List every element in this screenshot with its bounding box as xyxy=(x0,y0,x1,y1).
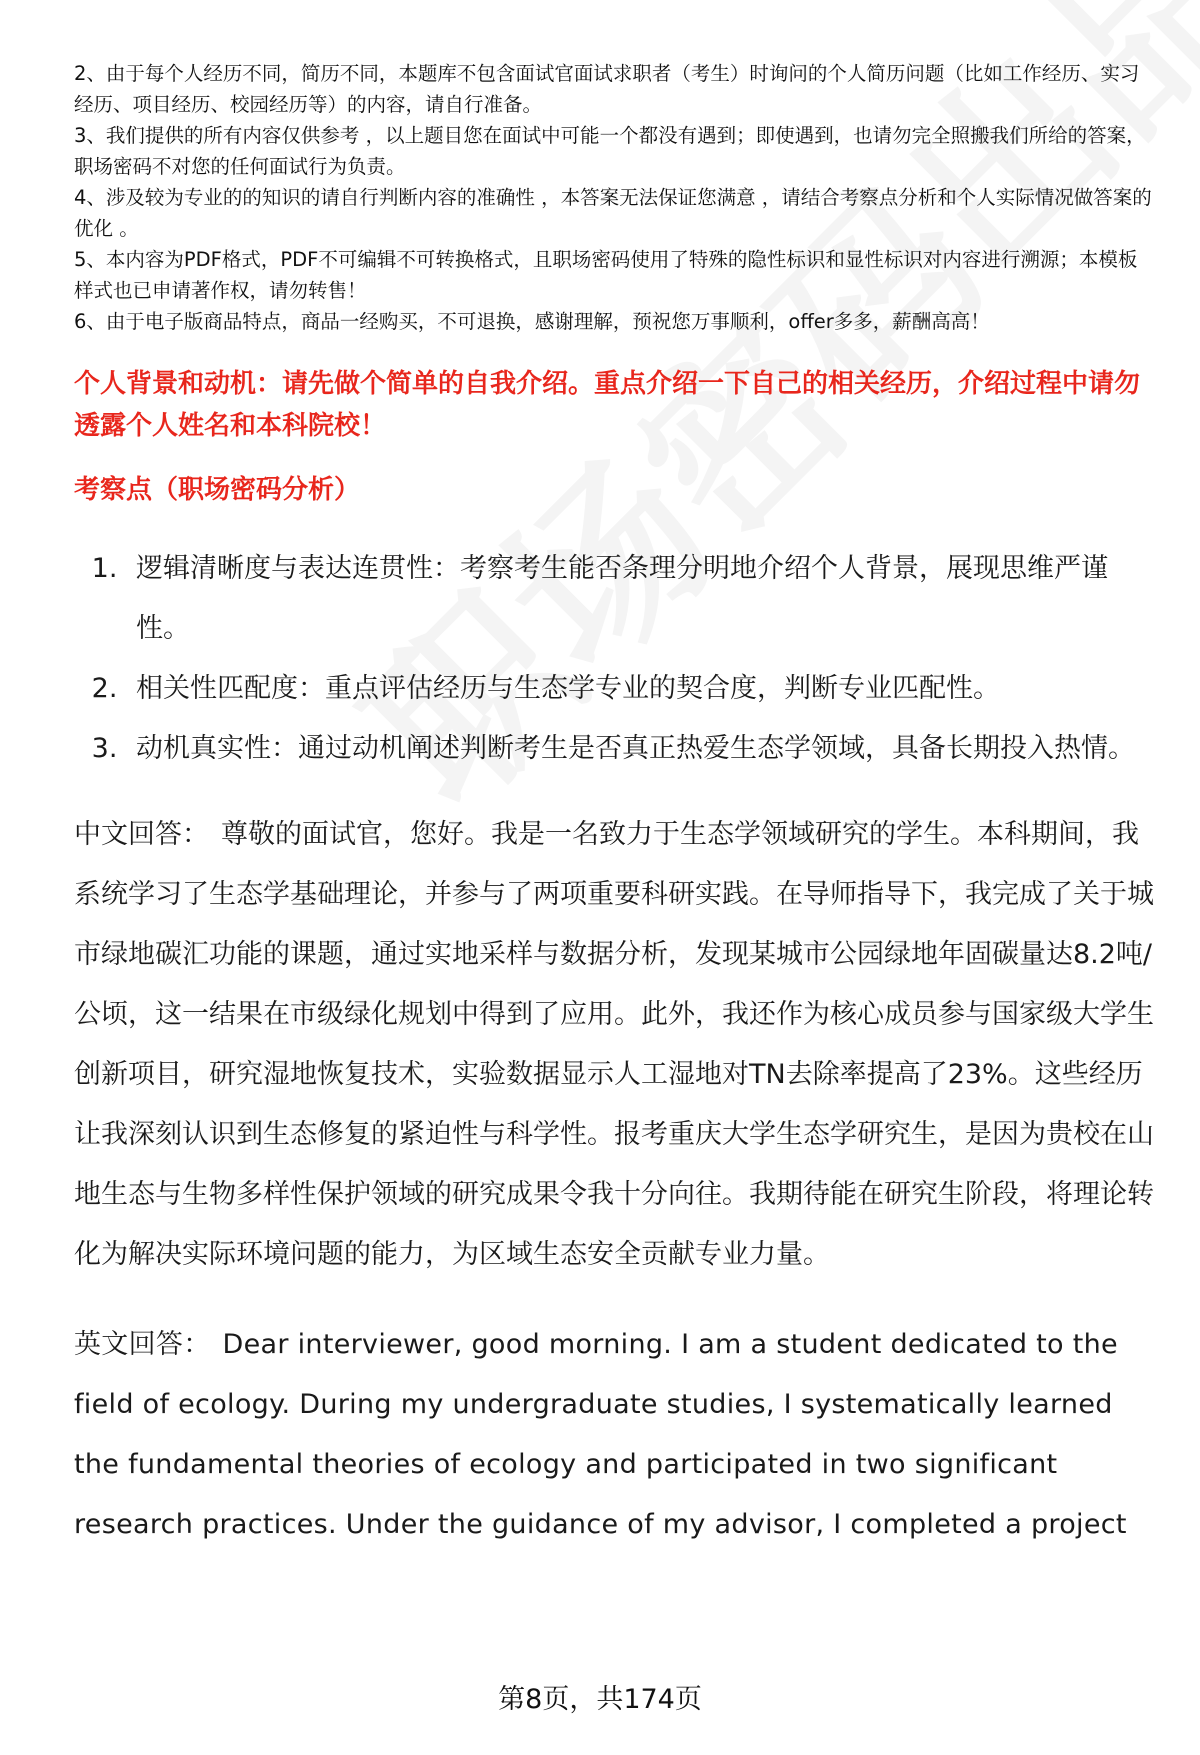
points-heading: 考察点（职场密码分析） xyxy=(74,475,361,505)
chinese-answer-label: 中文回答： xyxy=(74,819,209,850)
question-heading: 个人背景和动机：请先做个简单的自我介绍。重点介绍一下自己的相关经历，介绍过程中请勿透露个人姓名和本科院校！ xyxy=(74,369,1141,441)
english-answer xyxy=(74,1315,1154,1555)
assessment-points-list xyxy=(74,539,1154,779)
page-number-footer: 第8页，共174页 xyxy=(498,1684,702,1715)
assessment-point: 1. 逻辑清晰度与表达连贯性：考察考生能否条理分明地介绍个人背景，展现思维严谨性。 xyxy=(126,539,1154,659)
english-answer-label: 英文回答： xyxy=(74,1329,211,1360)
english-answer-text: Dear interviewer, good morning. I am a student dedicated to the field of ecology. During my undergraduate studies, I systematically learned the fundamental theories of ecology and participated in two significant research practices. Under the guidance of my advisor, I completed a project xyxy=(74,1329,1127,1540)
disclaimer-notes xyxy=(74,58,1154,337)
note-item: 2、由于每个人经历不同，简历不同，本题库不包含面试官面试求职者（考生）时询问的个人简历问题（比如工作经历、实习经历、项目经历、校园经历等）的内容，请自行准备。 xyxy=(74,62,1140,116)
assessment-point: 2. 相关性匹配度：重点评估经历与生态学专业的契合度，判断专业匹配性。 xyxy=(126,659,1154,719)
note-item: 3、我们提供的所有内容仅供参考 ，以上题目您在面试中可能一个都没有遇到；即使遇到，也请勿完全照搬我们所给的答案，职场密码不对您的任何面试行为负责。 xyxy=(74,124,1146,178)
note-item: 4、涉及较为专业的的知识的请自行判断内容的准确性 ，本答案无法保证您满意 ，请结合考察点分析和个人实际情况做答案的优化 。 xyxy=(74,186,1152,240)
chinese-answer-text: 尊敬的面试官，您好。我是一名致力于生态学领域研究的学生。本科期间，我系统学习了生态学基础理论，并参与了两项重要科研实践。在导师指导下，我完成了关于城市绿地碳汇功能的课题，通过实地采样与数据分析，发现某城市公园绿地年固碳量达8.2吨/公顷，这一结果在市级绿化规划中得到了应用。此外，我还作为核心成员参与国家级大学生创新项目，研究湿地恢复技术，实验数据显示人工湿地对TN去除率提高了23%。这些经历让我深刻认识到生态修复的紧迫性与科学性。报考重庆大学生态学研究生，是因为贵校在山地生态与生物多样性保护领域的研究成果令我十分向往。我期待能在研究生阶段，将理论转化为解决实际环境问题的能力，为区域生态安全贡献专业力量。 xyxy=(74,819,1154,1270)
note-item: 6、由于电子版商品特点，商品一经购买，不可退换，感谢理解，预祝您万事顺利，offer多多，薪酬高高！ xyxy=(74,310,990,333)
chinese-answer xyxy=(74,805,1154,1285)
document-page xyxy=(74,58,1154,1555)
assessment-point: 3. 动机真实性：通过动机阐述判断考生是否真正热爱生态学领域，具备长期投入热情。 xyxy=(126,719,1154,779)
note-item: 5、本内容为PDF格式，PDF不可编辑不可转换格式，且职场密码使用了特殊的隐性标识和显性标识对内容进行溯源；本模板样式也已申请著作权，请勿转售！ xyxy=(74,248,1138,302)
